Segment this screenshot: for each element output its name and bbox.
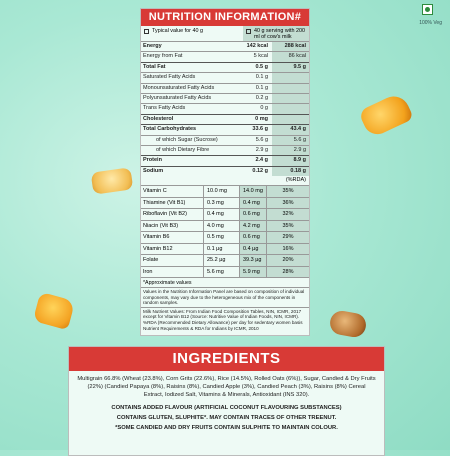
nutrient-row: Polyunsaturated Fatty Acids 0.2 g — [141, 93, 309, 103]
vitamin-row: Thiamine (Vit B1) 0.3 mg 0.4 mg 36% — [141, 197, 309, 209]
nutrition-column-headers — [141, 26, 309, 42]
approximate-values-note: *Approximate values — [141, 277, 309, 287]
veg-label: 100% Veg — [419, 20, 442, 26]
vitamin-row: Vitamin B6 0.5 mg 0.6 mg 29% — [141, 231, 309, 243]
nutrient-row: Protein 2.4 g 8.9 g — [141, 155, 309, 165]
veg-mark-icon — [422, 4, 433, 15]
vitamin-row: Niacin (Vit B3) 4.0 mg 4.2 mg 35% — [141, 220, 309, 232]
nutrient-row: of which Sugar (Sucrose) 5.6 g 5.6 g — [141, 135, 309, 145]
ingredients-title: INGREDIENTS — [69, 347, 384, 371]
nutrient-row: Monounsaturated Fatty Acids 0.1 g — [141, 83, 309, 93]
ingredients-text: Multigrain 66.8% (Wheat (23.8%), Corn Grits (22.6%), Rice (14.5%), Rolled Oats (6%)), Sugar, Candied & Dry Fruits (22%) (Candied Papaya (8%), Raisins (8%), Candied Apple (3%), Candied Peach (3%), Raisins (8%) Cereal Extract, Iodized Salt, Vitamins & Minerals, Antioxidant (INS 320). — [77, 376, 376, 398]
candied-papaya-image-2 — [33, 292, 76, 330]
nutrient-row: Cholesterol 0 mg — [141, 114, 309, 124]
allergen-statement: CONTAINS GLUTEN, SLUPHITE*. MAY CONTAIN TRACES OF OTHER TREENUT. — [116, 415, 337, 421]
checkbox-icon — [144, 29, 149, 34]
nutrient-row: Saturated Fatty Acids 0.1 g — [141, 72, 309, 82]
nutrient-row: Sodium 0.12 g 0.18 g — [141, 166, 309, 176]
nutrient-row: Energy 142 kcal 288 kcal — [141, 42, 309, 51]
nutrition-title: NUTRITION INFORMATION# — [141, 9, 309, 26]
nutrient-row: Energy from Fat 5 kcal 86 kcal — [141, 51, 309, 61]
candied-papaya-image — [358, 91, 414, 138]
vitamin-row: Iron 5.6 mg 5.9 mg 28% — [141, 266, 309, 278]
milk-source-note: Milk Nutrient Values: From Indian Food Composition Tables, NIN, ICMR, 2017 except for Vitamin B12 (Source: Nutritive Value of Indian Foods, NIN, ICMR). %RDA (Recommended Dietary Allowance) per day for sedentary women basis Nutrient Requirements & RDA for Indians by ICMR, 2010 — [141, 307, 309, 332]
rda-header: (%RDA) — [285, 177, 306, 184]
ingredients-panel — [68, 346, 385, 456]
nutrient-row: Total Fat 0.5 g 9.5 g — [141, 62, 309, 72]
vitamin-row: Vitamin C 10.0 mg 14.0 mg 35% — [141, 185, 309, 197]
nutrient-row: of which Dietary Fibre 2.9 g 2.9 g — [141, 145, 309, 155]
vitamin-row: Vitamin B12 0.1 µg 0.4 µg 16% — [141, 243, 309, 255]
sulphite-statement: *SOME CANDIED AND DRY FRUITS CONTAIN SULPHITE TO MAINTAIN COLOUR. — [115, 425, 338, 431]
nutrient-row: Trans Fatty Acids 0 g — [141, 103, 309, 113]
flavour-statement: CONTAINS ADDED FLAVOUR (ARTIFICIAL COCONUT FLAVOURING SUBSTANCES) — [111, 405, 342, 411]
nutrition-panel — [140, 8, 310, 336]
column-head-serving: 40 g serving with 200 ml of cow's milk — [254, 28, 305, 40]
nutrient-row: Total Carbohydrates 33.6 g 43.4 g — [141, 124, 309, 134]
vitamin-row: Folate 25.2 µg 39.3 µg 20% — [141, 254, 309, 266]
column-head-typical: Typical value for 40 g — [152, 28, 203, 34]
raisin-image — [328, 309, 368, 339]
vitamin-row: Riboflavin (Vit B2) 0.4 mg 0.6 mg 32% — [141, 208, 309, 220]
candied-apple-image — [91, 167, 134, 194]
composition-note: Values in the Nutrition Information Panel are based on composition of individual components, may vary due to the heterogeneous mix of the components in random samples. — [141, 287, 309, 307]
checkbox-icon — [246, 29, 251, 34]
